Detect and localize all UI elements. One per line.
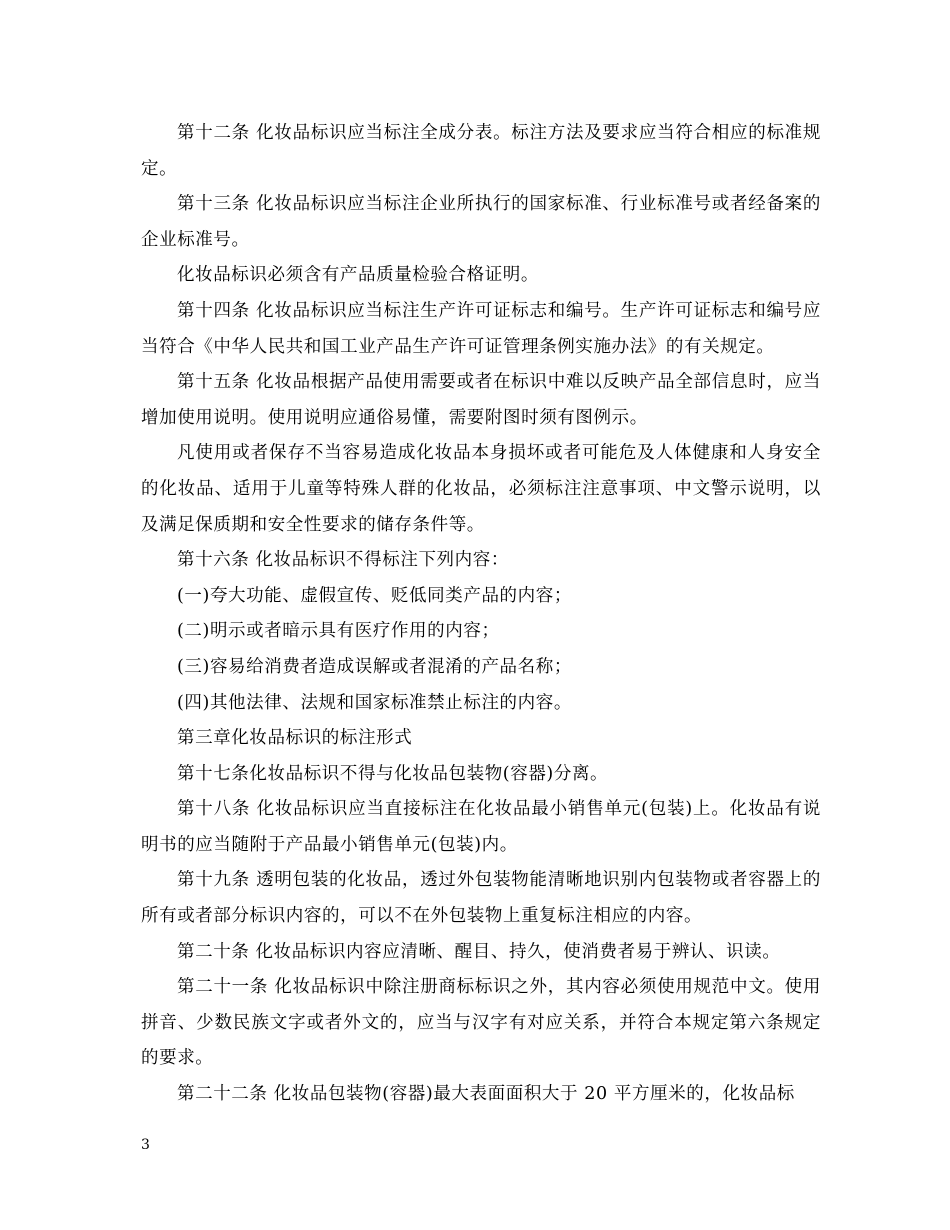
page-number: 3 xyxy=(141,1137,150,1153)
document-body xyxy=(141,116,821,1113)
paragraph-article-22: 第二十二条 化妆品包装物(容器)最大表面面积大于 20 平方厘米的，化妆品标 xyxy=(177,1084,795,1105)
paragraph-article-14: 第十四条 化妆品标识应当标注生产许可证标志和编号。生产许可证标志和编号应当符合《中华人民共和国工业产品生产许可证管理条例实施办法》的有关规定。 xyxy=(141,300,821,357)
paragraph-article-20: 第二十条 化妆品标识内容应清晰、醒目、持久，使消费者易于辨认、识读。 xyxy=(177,941,781,962)
paragraph-article-21: 第二十一条 化妆品标识中除注册商标标识之外，其内容必须使用规范中文。使用拼音、少数民族文字或者外文的，应当与汉字有对应关系，并符合本规定第六条规定的要求。 xyxy=(141,977,821,1069)
list-item-4: (四)其他法律、法规和国家标准禁止标注的内容。 xyxy=(177,692,572,713)
paragraph-article-15: 第十五条 化妆品根据产品使用需要或者在标识中难以反映产品全部信息时，应当增加使用说明。使用说明应通俗易懂，需要附图时须有图例示。 xyxy=(141,372,821,428)
paragraph-article-12: 第十二条 化妆品标识应当标注全成分表。标注方法及要求应当符合相应的标准规定。 xyxy=(141,123,821,179)
paragraph-special-warnings: 凡使用或者保存不当容易造成化妆品本身损坏或者可能危及人体健康和人身安全的化妆品、适用于儿童等特殊人群的化妆品，必须标注注意事项、中文警示说明，以及满足保质期和安全性要求的储存条件等。 xyxy=(141,443,821,535)
list-item-3: (三)容易给消费者造成误解或者混淆的产品名称； xyxy=(177,656,572,677)
chapter-heading: 第三章化妆品标识的标注形式 xyxy=(177,728,413,749)
paragraph-article-17: 第十七条化妆品标识不得与化妆品包装物(容器)分离。 xyxy=(177,763,609,784)
list-item-2: (二)明示或者暗示具有医疗作用的内容； xyxy=(177,621,500,642)
paragraph-article-13: 第十三条 化妆品标识应当标注企业所执行的国家标准、行业标准号或者经备案的企业标准号。 xyxy=(141,194,821,250)
paragraph-quality-certificate: 化妆品标识必须含有产品质量检验合格证明。 xyxy=(177,265,539,286)
list-item-1: (一)夸大功能、虚假宣传、贬低同类产品的内容； xyxy=(177,585,572,606)
paragraph-article-16: 第十六条 化妆品标识不得标注下列内容： xyxy=(177,550,509,571)
paragraph-article-19: 第十九条 透明包装的化妆品，透过外包装物能清晰地识别内包装物或者容器上的所有或者部分标识内容的，可以不在外包装物上重复标注相应的内容。 xyxy=(141,870,821,927)
paragraph-article-18: 第十八条 化妆品标识应当直接标注在化妆品最小销售单元(包装)上。化妆品有说明书的应当随附于产品最小销售单元(包装)内。 xyxy=(141,799,821,855)
